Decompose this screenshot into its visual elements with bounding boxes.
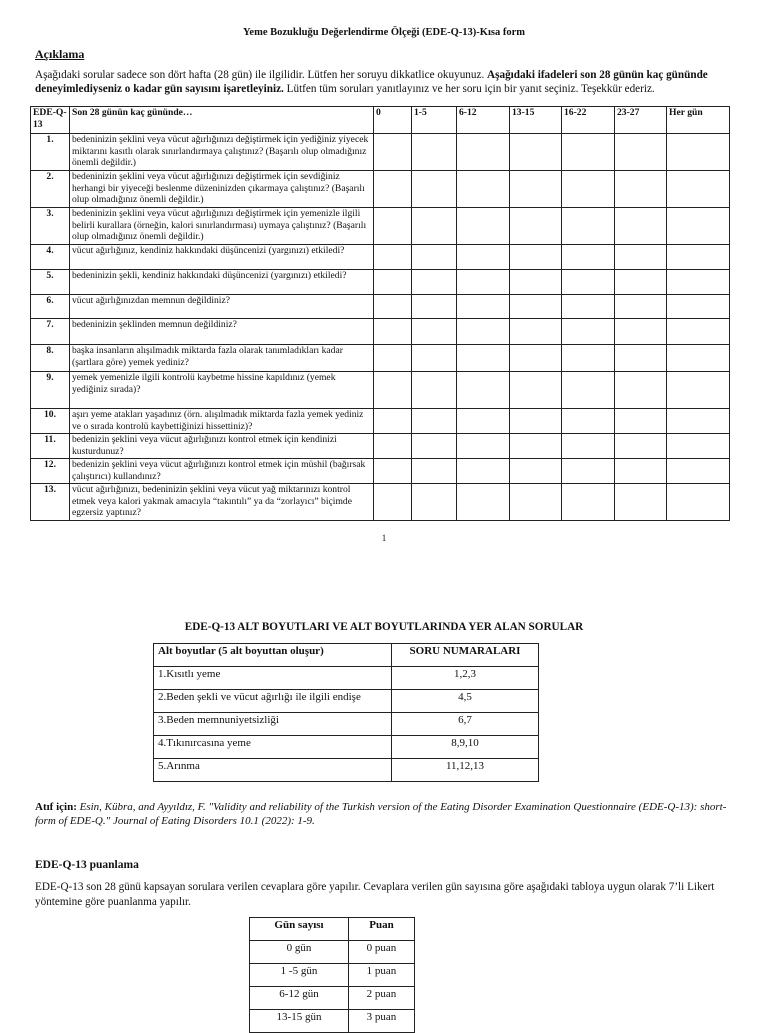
- question-row: [31, 134, 730, 171]
- question-text: yemek yemenizle ilgili kontrolü kaybetme hissine kapıldınız (yemek yediğiniz sırada)?: [70, 372, 374, 409]
- page-number: 1: [381, 533, 387, 543]
- col-header-13-15: 13-15: [510, 107, 562, 134]
- answer-cell[interactable]: [457, 459, 510, 484]
- answer-cell[interactable]: [457, 134, 510, 171]
- col-header-1-5: 1-5: [412, 107, 457, 134]
- answer-cell[interactable]: [562, 345, 615, 372]
- question-number: 10.: [31, 409, 70, 434]
- answer-cell[interactable]: [562, 459, 615, 484]
- question-text: vücut ağırlığınız, kendiniz hakkındaki düşüncenizi (yargınızı) etkiledi?: [70, 245, 374, 270]
- answer-cell[interactable]: [562, 484, 615, 521]
- question-text: bedeninizin şekli, kendiniz hakkındaki düşüncenizi (yargınızı) etkiledi?: [70, 270, 374, 295]
- answer-cell[interactable]: [615, 372, 667, 409]
- subscale-question-numbers: 1,2,3: [392, 667, 539, 690]
- answer-cell[interactable]: [374, 171, 412, 208]
- subscale-row: [154, 759, 539, 782]
- citation-text: Esin, Kübra, and Ayyıldız, F. "Validity and reliability of the Turkish version of the Eating Disorder Examination Questionnaire (EDE-Q-13): short-form of EDE-Q." Journal of Eating Disorders 10.1 (2022): 1-9.: [35, 801, 727, 827]
- question-row: [31, 319, 730, 345]
- subscale-question-numbers: 6,7: [392, 713, 539, 736]
- col-header-question: Son 28 günün kaç gününde…: [70, 107, 374, 134]
- answer-cell[interactable]: [412, 134, 457, 171]
- col-header-ede: EDE-Q-13: [31, 107, 70, 134]
- document-title: Yeme Bozukluğu Değerlendirme Ölçeği (EDE-Q-13)-Kısa form: [243, 27, 525, 38]
- citation: [35, 800, 735, 828]
- answer-cell[interactable]: [457, 345, 510, 372]
- answer-cell[interactable]: [412, 319, 457, 345]
- days-value: 13-15 gün: [250, 1010, 349, 1033]
- answer-cell[interactable]: [457, 319, 510, 345]
- intro-paragraph: [35, 68, 735, 96]
- answer-cell[interactable]: [457, 295, 510, 319]
- answer-cell[interactable]: [615, 208, 667, 245]
- answer-cell[interactable]: [510, 372, 562, 409]
- scoring-table-header: [250, 918, 415, 941]
- question-row: [31, 245, 730, 270]
- question-text: bedeninizin şeklinden memnun değildiniz?: [70, 319, 374, 345]
- answer-cell[interactable]: [562, 208, 615, 245]
- answer-cell[interactable]: [374, 270, 412, 295]
- subscale-row: [154, 713, 539, 736]
- answer-cell[interactable]: [667, 208, 730, 245]
- score-col-header: Puan: [349, 918, 415, 941]
- col-header-her-gun: Her gün: [667, 107, 730, 134]
- intro-text-2: Lütfen tüm soruları yanıtlayınız ve her soru için bir yanıt seçiniz. Teşekkür ederiz.: [283, 83, 655, 95]
- answer-cell[interactable]: [457, 372, 510, 409]
- answer-cell[interactable]: [562, 409, 615, 434]
- answer-cell[interactable]: [412, 345, 457, 372]
- score-value: 2 puan: [349, 987, 415, 1010]
- subscale-col-header: Alt boyutlar (5 alt boyuttan oluşur): [154, 644, 392, 667]
- subscale-name: 3.Beden memnuniyetsizliği: [154, 713, 392, 736]
- subscale-name: 4.Tıkınırcasına yeme: [154, 736, 392, 759]
- answer-cell[interactable]: [510, 171, 562, 208]
- answer-cell[interactable]: [457, 409, 510, 434]
- scoring-row: [250, 964, 415, 987]
- answer-cell[interactable]: [510, 295, 562, 319]
- answer-cell[interactable]: [510, 484, 562, 521]
- subscales-table-header: [154, 644, 539, 667]
- answer-cell[interactable]: [374, 372, 412, 409]
- question-row: [31, 171, 730, 208]
- citation-label: Atıf için:: [35, 801, 77, 813]
- answer-cell[interactable]: [615, 134, 667, 171]
- question-number: 1.: [31, 134, 70, 171]
- answer-cell[interactable]: [510, 134, 562, 171]
- answer-cell[interactable]: [374, 319, 412, 345]
- answer-cell[interactable]: [667, 434, 730, 459]
- answer-cell[interactable]: [562, 171, 615, 208]
- answer-cell[interactable]: [412, 208, 457, 245]
- answer-cell[interactable]: [374, 459, 412, 484]
- answer-cell[interactable]: [457, 245, 510, 270]
- days-value: 0 gün: [250, 941, 349, 964]
- question-text: vücut ağırlığınızdan memnun değildiniz?: [70, 295, 374, 319]
- subscales-table: [153, 643, 539, 782]
- question-row: [31, 295, 730, 319]
- score-value: 3 puan: [349, 1010, 415, 1033]
- subscale-name: 2.Beden şekli ve vücut ağırlığı ile ilgili endişe: [154, 690, 392, 713]
- question-text: bedenizin şeklini veya vücut ağırlığınızı kontrol etmek için kendinizi kusturdunuz?: [70, 434, 374, 459]
- aciklama-heading: Açıklama: [35, 47, 85, 61]
- answer-cell[interactable]: [457, 270, 510, 295]
- question-text: aşırı yeme atakları yaşadınız (örn. alışılmadık miktarda fazla yemek yediniz ve o sırada kontrolü kaybettiğinizi hissettiniz)?: [70, 409, 374, 434]
- answer-cell[interactable]: [374, 345, 412, 372]
- scoring-table: [249, 917, 415, 1033]
- answer-cell[interactable]: [374, 484, 412, 521]
- answer-cell[interactable]: [510, 459, 562, 484]
- question-number: 2.: [31, 171, 70, 208]
- answer-cell[interactable]: [562, 372, 615, 409]
- question-number: 9.: [31, 372, 70, 409]
- question-table-header: [31, 107, 730, 134]
- answer-cell[interactable]: [615, 484, 667, 521]
- question-row: [31, 270, 730, 295]
- answer-cell[interactable]: [374, 134, 412, 171]
- question-table: [30, 106, 730, 521]
- question-number: 8.: [31, 345, 70, 372]
- question-row: [31, 345, 730, 372]
- answer-cell[interactable]: [412, 245, 457, 270]
- answer-cell[interactable]: [510, 270, 562, 295]
- answer-cell[interactable]: [374, 208, 412, 245]
- subscale-name: 1.Kısıtlı yeme: [154, 667, 392, 690]
- answer-cell[interactable]: [457, 484, 510, 521]
- answer-cell[interactable]: [562, 134, 615, 171]
- answer-cell[interactable]: [562, 295, 615, 319]
- question-row: [31, 459, 730, 484]
- answer-cell[interactable]: [412, 459, 457, 484]
- answer-cell[interactable]: [412, 372, 457, 409]
- answer-cell[interactable]: [457, 208, 510, 245]
- question-text: bedenizin şeklini veya vücut ağırlığınızı kontrol etmek için müshil (bağırsak çalıştırıcı) kullandınız?: [70, 459, 374, 484]
- subscale-question-numbers: 4,5: [392, 690, 539, 713]
- answer-cell[interactable]: [510, 208, 562, 245]
- answer-cell[interactable]: [562, 434, 615, 459]
- answer-cell[interactable]: [510, 245, 562, 270]
- answer-cell[interactable]: [412, 434, 457, 459]
- answer-cell[interactable]: [667, 134, 730, 171]
- answer-cell[interactable]: [412, 409, 457, 434]
- answer-cell[interactable]: [615, 245, 667, 270]
- subscale-question-numbers: 11,12,13: [392, 759, 539, 782]
- question-number: 7.: [31, 319, 70, 345]
- subscale-name: 5.Arınma: [154, 759, 392, 782]
- question-row: [31, 372, 730, 409]
- answer-cell[interactable]: [562, 319, 615, 345]
- question-text: başka insanların alışılmadık miktarda fazla olarak tanımladıkları kadar (şartlara göre) yemek yediniz?: [70, 345, 374, 372]
- answer-cell[interactable]: [615, 295, 667, 319]
- col-header-0: 0: [374, 107, 412, 134]
- answer-cell[interactable]: [667, 345, 730, 372]
- question-row: [31, 409, 730, 434]
- col-header-23-27: 23-27: [615, 107, 667, 134]
- answer-cell[interactable]: [615, 270, 667, 295]
- answer-cell[interactable]: [412, 171, 457, 208]
- question-text: bedeninizin şeklini veya vücut ağırlığınızı değiştirmek için yediğiniz yiyecek miktarını kasıtlı olarak sınırlandırmaya çalıştınız? (Başarılı olup olmadığınız önemli değildir.): [70, 134, 374, 171]
- subscale-question-numbers: 8,9,10: [392, 736, 539, 759]
- answer-cell[interactable]: [457, 434, 510, 459]
- question-number: 6.: [31, 295, 70, 319]
- answer-cell[interactable]: [412, 484, 457, 521]
- question-row: [31, 484, 730, 521]
- answer-cell[interactable]: [615, 319, 667, 345]
- question-text: vücut ağırlığınızı, bedeninizin şeklini veya vücut yağ miktarınızı kontrol etmek veya kalori yakmak amacıyla “takıntılı” ya da “zorlayıcı” biçimde egzersiz yaptınız?: [70, 484, 374, 521]
- answer-cell[interactable]: [615, 345, 667, 372]
- answer-cell[interactable]: [457, 171, 510, 208]
- answer-cell[interactable]: [615, 171, 667, 208]
- days-value: 1 -5 gün: [250, 964, 349, 987]
- days-value: 6-12 gün: [250, 987, 349, 1010]
- answer-cell[interactable]: [615, 409, 667, 434]
- subscale-row: [154, 736, 539, 759]
- answer-cell[interactable]: [667, 270, 730, 295]
- intro-text-1: Aşağıdaki sorular sadece son dört hafta (28 gün) ile ilgilidir. Lütfen her soruyu dikkatlice okuyunuz.: [35, 69, 488, 81]
- score-value: 1 puan: [349, 964, 415, 987]
- col-header-16-22: 16-22: [562, 107, 615, 134]
- answer-cell[interactable]: [667, 459, 730, 484]
- answer-cell[interactable]: [667, 409, 730, 434]
- question-number: 11.: [31, 434, 70, 459]
- scoring-description: EDE-Q-13 son 28 günü kapsayan sorulara verilen cevaplara göre yapılır. Cevaplara verilen gün sayısına göre aşağıdaki tabloya uygun olarak 7’li Likert yöntemine göre puanlanma yapılır.: [35, 881, 715, 908]
- answer-cell[interactable]: [667, 319, 730, 345]
- answer-cell[interactable]: [615, 459, 667, 484]
- question-row: [31, 208, 730, 245]
- score-value: 0 puan: [349, 941, 415, 964]
- answer-cell[interactable]: [374, 434, 412, 459]
- scoring-row: [250, 987, 415, 1010]
- days-col-header: Gün sayısı: [250, 918, 349, 941]
- subscales-heading: EDE-Q-13 ALT BOYUTLARI VE ALT BOYUTLARINDA YER ALAN SORULAR: [184, 621, 584, 633]
- answer-cell[interactable]: [667, 171, 730, 208]
- answer-cell[interactable]: [562, 245, 615, 270]
- subscale-row: [154, 667, 539, 690]
- scoring-heading: EDE-Q-13 puanlama: [35, 859, 139, 871]
- answer-cell[interactable]: [667, 245, 730, 270]
- answer-cell[interactable]: [510, 319, 562, 345]
- question-row: [31, 434, 730, 459]
- answer-cell[interactable]: [374, 245, 412, 270]
- answer-cell[interactable]: [562, 270, 615, 295]
- answer-cell[interactable]: [615, 434, 667, 459]
- question-number: 4.: [31, 245, 70, 270]
- answer-cell[interactable]: [412, 270, 457, 295]
- answer-cell[interactable]: [374, 409, 412, 434]
- question-number: 3.: [31, 208, 70, 245]
- scoring-row: [250, 1010, 415, 1033]
- scoring-row: [250, 941, 415, 964]
- answer-cell[interactable]: [667, 372, 730, 409]
- answer-cell[interactable]: [667, 484, 730, 521]
- question-numbers-col-header: SORU NUMARALARI: [392, 644, 539, 667]
- answer-cell[interactable]: [510, 345, 562, 372]
- question-number: 5.: [31, 270, 70, 295]
- question-text: bedeninizin şeklini veya vücut ağırlığınızı değiştirmek için sevdiğiniz herhangi bir yiyeceği beslenme düzeninizden çıkarmaya çalıştınız? (Başarılı olup olmadığınız önemli değildir.): [70, 171, 374, 208]
- answer-cell[interactable]: [667, 295, 730, 319]
- question-number: 13.: [31, 484, 70, 521]
- answer-cell[interactable]: [374, 295, 412, 319]
- question-number: 12.: [31, 459, 70, 484]
- col-header-6-12: 6-12: [457, 107, 510, 134]
- answer-cell[interactable]: [510, 409, 562, 434]
- answer-cell[interactable]: [412, 295, 457, 319]
- question-text: bedeninizin şeklini veya vücut ağırlığınızı değiştirmek için yemenizle ilgili belirli kurallara (örneğin, kalori sınırlandırması) uymaya çalıştınız? (Başarılı olup olmadığınız önemli değildir.): [70, 208, 374, 245]
- answer-cell[interactable]: [510, 434, 562, 459]
- subscale-row: [154, 690, 539, 713]
- intro-bold-text: Aşağıdaki ifadeleri son 28 günün kaç gününde deneyimlediyseniz o kadar gün sayısını işaretleyiniz.: [35, 69, 708, 95]
